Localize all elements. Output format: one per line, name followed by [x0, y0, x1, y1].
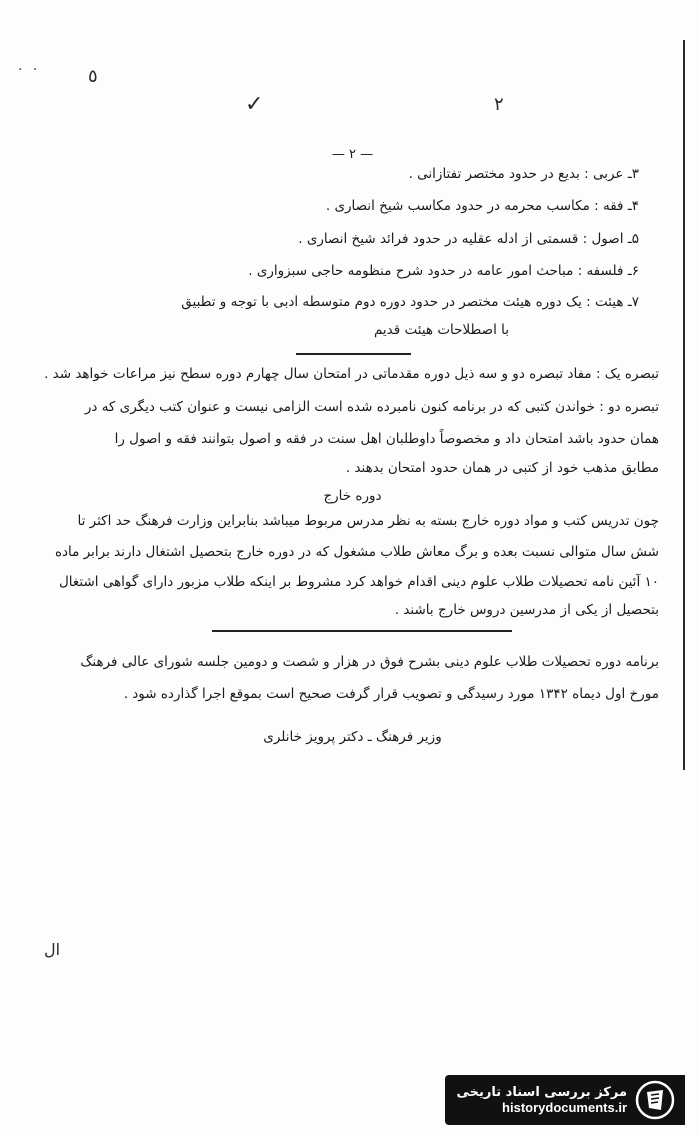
- note-line: همان حدود باشد امتحان داد و مخصوصاً داوطلبان اهل سنت در فقه و اصول بتوانند فقه و اصول را: [114, 431, 659, 447]
- bottom-margin-mark: ال: [44, 940, 61, 959]
- note-line: مطابق مذهب خود از کتبی در همان حدود امتحان بدهند .: [345, 460, 659, 476]
- note-line: تبصره یک : مفاد تبصره دو و سه ذیل دوره مقدماتی در امتحان سال چهارم دوره سطح نیز مراعات خواهد شد .: [44, 366, 659, 382]
- approval-line: مورخ اول دیماه ۱۳۴۲ مورد رسیدگی و تصویب قرار گرفت صحیح است بموقع اجرا گذارده شود .: [123, 686, 659, 702]
- course-line: ۴ـ فقه : مکاسب محرمه در حدود مکاسب شیخ انصاری .: [325, 198, 639, 214]
- divider: [212, 630, 512, 632]
- signature: وزیر فرهنگ ـ دکتر پرویز خانلری: [263, 729, 442, 745]
- course-line: ۳ـ عربی : بدیع در حدود مختصر تفتازانی .: [408, 166, 639, 182]
- course-line: ۵ـ اصول : قسمتی از ادله عقلیه در حدود فرائد شیخ انصاری .: [298, 231, 639, 247]
- divider: [296, 353, 411, 355]
- margin-mark-left: ٥: [88, 66, 98, 87]
- margin-mark-right: ٢: [494, 94, 504, 115]
- watermark-logo: [445, 1075, 686, 1125]
- approval-line: برنامه دوره تحصیلات طلاب علوم دینی بشرح فوق در هزار و شصت و دومین جلسه شورای عالی فرهنگ: [80, 654, 659, 670]
- section-body-line: بتحصیل از یکی از مدرسین دروس خارج باشند .: [394, 602, 659, 618]
- course-line: با اصطلاحات هیئت قدیم: [373, 322, 509, 338]
- scan-speck-marks: · ·: [18, 62, 41, 78]
- section-body-line: ۱۰ آئین نامه تحصیلات طلاب علوم دینی اقدام خواهد کرد مشروط بر اینکه طلاب مزبور دارای گواهی اشتغال: [58, 574, 659, 590]
- section-body-line: چون تدریس کتب و مواد دوره خارج بسته به نظر مدرس مربوط میباشد بنابراین وزارت فرهنگ حد اکثر تا: [77, 513, 659, 529]
- course-line: ۷ـ هیئت : یک دوره هیئت مختصر در حدود دوره دوم متوسطه ادبی با توجه و تطبیق: [181, 294, 639, 310]
- watermark-title: مرکز بررسی اسناد تاریخی: [456, 1085, 627, 1100]
- section-title: دوره خارج: [323, 488, 382, 504]
- course-line: ۶ـ فلسفه : مباحث امور عامه در حدود شرح منظومه حاجی سبزواری .: [248, 263, 639, 279]
- page-number: — ۲ —: [331, 147, 374, 162]
- page-edge-line: [683, 40, 685, 770]
- note-line: تبصره دو : خواندن کتبی که در برنامه کنون نامبرده شده است الزامی نیست و عنوان کتب دیگری که در: [84, 399, 659, 415]
- handwritten-check-mark: ✓: [245, 92, 264, 117]
- archive-logo-icon: [635, 1080, 675, 1120]
- watermark-url: historydocuments.ir: [502, 1100, 627, 1115]
- section-body-line: شش سال متوالی نسبت بعده و برگ معاش طلاب مشغول که در دوره خارج بتحصیل اشتغال دارند برابر ماده: [54, 544, 659, 560]
